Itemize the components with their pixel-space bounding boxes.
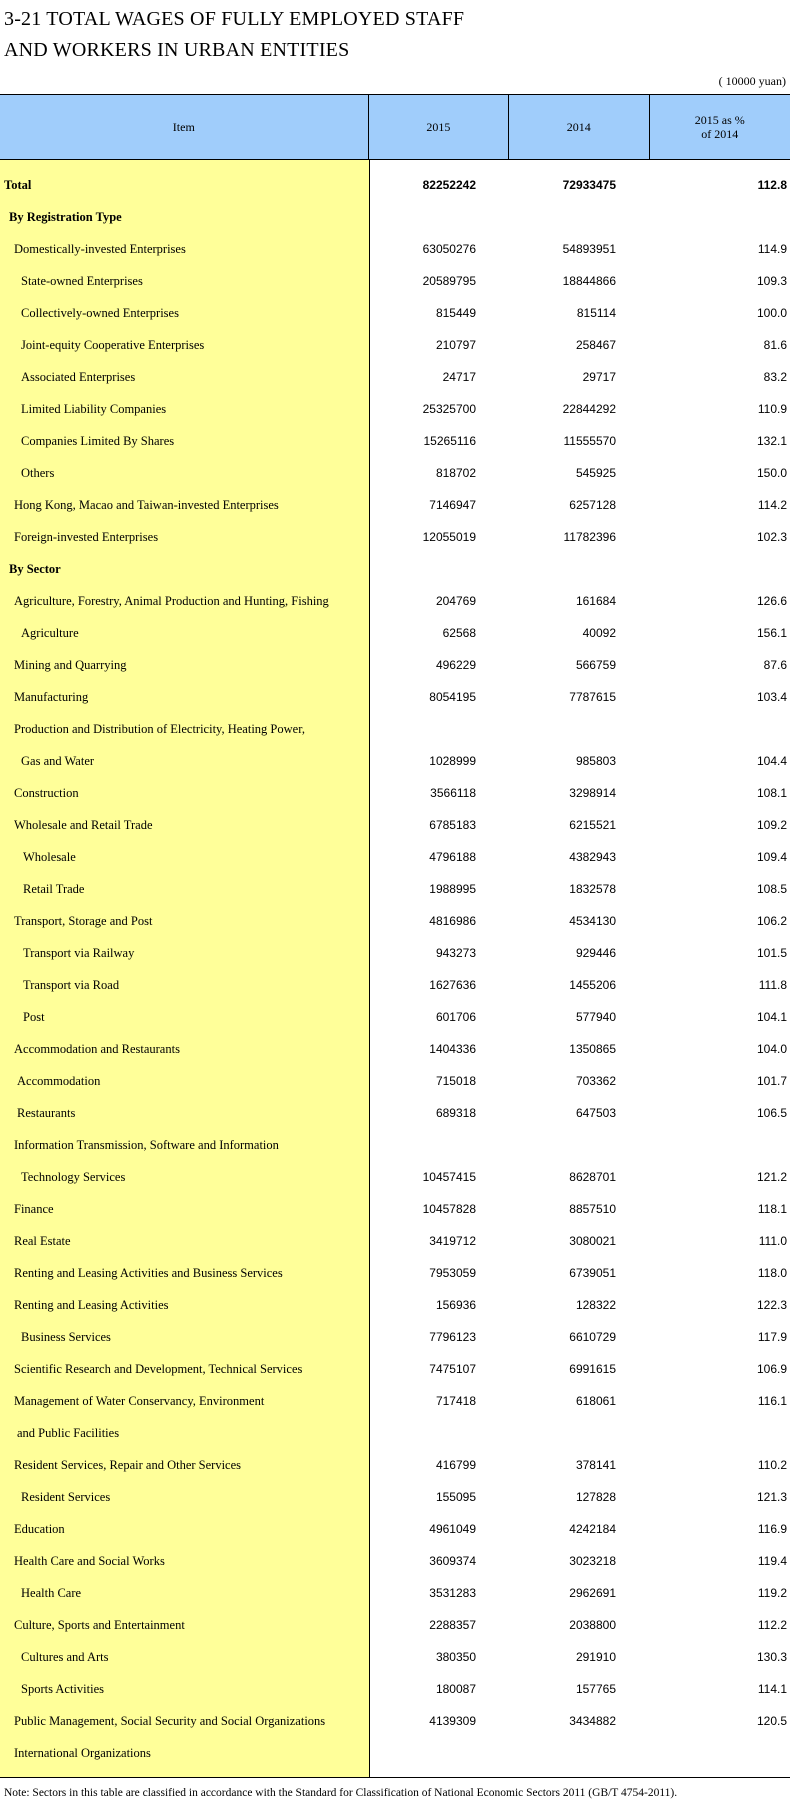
header-item: Item bbox=[172, 120, 195, 134]
value-ratio: 132.1 bbox=[756, 434, 787, 448]
value-2015: 6785183 bbox=[429, 818, 476, 832]
value-2015: 180087 bbox=[435, 1682, 476, 1696]
row-label: Health Care bbox=[21, 1585, 82, 1600]
header-2015: 2015 bbox=[368, 95, 508, 159]
table-row bbox=[0, 169, 790, 201]
table-row bbox=[0, 489, 790, 521]
header-ratio-line-2: of 2014 bbox=[701, 127, 739, 141]
value-2014: 8857510 bbox=[569, 1202, 616, 1216]
row-label: Limited Liability Companies bbox=[21, 401, 167, 416]
value-ratio: 104.1 bbox=[756, 1010, 787, 1024]
value-2014: 3298914 bbox=[569, 786, 616, 800]
value-2014: 11555570 bbox=[563, 434, 616, 448]
row-label: Education bbox=[14, 1521, 65, 1536]
row-label: Cultures and Arts bbox=[21, 1649, 109, 1664]
value-2015: 3566118 bbox=[430, 786, 476, 800]
value-ratio: 121.2 bbox=[756, 1170, 787, 1184]
table-row bbox=[0, 1417, 790, 1449]
table-rows bbox=[0, 160, 790, 1777]
table-header bbox=[0, 95, 790, 160]
table-row bbox=[0, 265, 790, 297]
table-row bbox=[0, 1321, 790, 1353]
row-label: Joint-equity Cooperative Enterprises bbox=[21, 337, 205, 352]
header-ratio bbox=[649, 95, 790, 159]
row-label: Gas and Water bbox=[21, 753, 95, 768]
value-2014: 72933475 bbox=[562, 178, 616, 192]
value-ratio: 117.9 bbox=[757, 1330, 787, 1344]
value-2014: 11782396 bbox=[563, 530, 616, 544]
value-2015: 4961049 bbox=[429, 1522, 476, 1536]
row-label: Renting and Leasing Activities bbox=[14, 1297, 169, 1312]
value-2015: 416799 bbox=[435, 1458, 476, 1472]
header-ratio-line-1: 2015 as % bbox=[694, 113, 745, 127]
value-2015: 380350 bbox=[435, 1650, 476, 1664]
value-ratio: 114.2 bbox=[757, 498, 787, 512]
value-ratio: 130.3 bbox=[756, 1650, 787, 1664]
value-ratio: 110.2 bbox=[757, 1458, 787, 1472]
table-row bbox=[0, 937, 790, 969]
value-ratio: 150.0 bbox=[756, 466, 787, 480]
row-label: Business Services bbox=[21, 1329, 111, 1344]
row-label: Companies Limited By Shares bbox=[21, 433, 175, 448]
row-label: International Organizations bbox=[14, 1745, 151, 1760]
value-2015: 3419712 bbox=[429, 1234, 476, 1248]
row-label: Others bbox=[21, 465, 55, 480]
value-2014: 4382943 bbox=[569, 850, 616, 864]
value-2015: 15265116 bbox=[423, 434, 476, 448]
row-label: Public Management, Social Security and Social Organizations bbox=[14, 1713, 326, 1728]
value-2015: 689318 bbox=[435, 1106, 476, 1120]
table-row bbox=[0, 1033, 790, 1065]
value-2015: 8054195 bbox=[429, 690, 476, 704]
value-ratio: 104.0 bbox=[756, 1042, 787, 1056]
value-ratio: 110.9 bbox=[757, 402, 787, 416]
table-row bbox=[0, 1449, 790, 1481]
value-2015: 1404336 bbox=[429, 1042, 476, 1056]
table-row bbox=[0, 553, 790, 585]
value-2014: 8628701 bbox=[569, 1170, 616, 1184]
value-ratio: 112.2 bbox=[757, 1618, 787, 1632]
value-ratio: 83.2 bbox=[763, 370, 787, 384]
row-label: Culture, Sports and Entertainment bbox=[14, 1617, 185, 1632]
row-label: Real Estate bbox=[14, 1233, 71, 1248]
value-ratio: 121.3 bbox=[756, 1490, 787, 1504]
value-2014: 647503 bbox=[575, 1106, 616, 1120]
unit-label: ( 10000 yuan) bbox=[718, 74, 786, 88]
row-label: Finance bbox=[14, 1201, 54, 1216]
value-ratio: 87.6 bbox=[763, 658, 787, 672]
row-label: Agriculture bbox=[21, 625, 79, 640]
row-label: and Public Facilities bbox=[17, 1425, 120, 1440]
value-2014: 929446 bbox=[575, 946, 616, 960]
value-2015: 20589795 bbox=[422, 274, 476, 288]
table-row bbox=[0, 233, 790, 265]
value-ratio: 100.0 bbox=[756, 306, 787, 320]
value-ratio: 114.9 bbox=[757, 242, 787, 256]
table-row bbox=[0, 297, 790, 329]
table-row bbox=[0, 969, 790, 1001]
value-2014: 22844292 bbox=[562, 402, 616, 416]
value-2014: 1832578 bbox=[569, 882, 616, 896]
value-ratio: 102.3 bbox=[756, 530, 787, 544]
value-2014: 1350865 bbox=[569, 1042, 616, 1056]
value-ratio: 122.3 bbox=[756, 1298, 787, 1312]
value-2015: 24717 bbox=[442, 370, 476, 384]
table-row bbox=[0, 809, 790, 841]
table-row bbox=[0, 585, 790, 617]
value-2015: 7475107 bbox=[429, 1362, 476, 1376]
table-row bbox=[0, 777, 790, 809]
table-row bbox=[0, 1225, 790, 1257]
value-2015: 717418 bbox=[435, 1394, 476, 1408]
value-2015: 496229 bbox=[435, 658, 476, 672]
row-label: Wholesale and Retail Trade bbox=[14, 817, 153, 832]
row-label: Transport, Storage and Post bbox=[14, 913, 153, 928]
row-label: Transport via Railway bbox=[23, 945, 135, 960]
value-2014: 703362 bbox=[575, 1074, 616, 1088]
table-row bbox=[0, 1353, 790, 1385]
table-row bbox=[0, 201, 790, 233]
value-2014: 3080021 bbox=[569, 1234, 616, 1248]
value-2014: 6610729 bbox=[569, 1330, 616, 1344]
value-2015: 25325700 bbox=[422, 402, 476, 416]
value-ratio: 156.1 bbox=[756, 626, 787, 640]
value-2015: 10457415 bbox=[422, 1170, 476, 1184]
table-row bbox=[0, 1577, 790, 1609]
value-2015: 1028999 bbox=[429, 754, 476, 768]
row-label: Health Care and Social Works bbox=[14, 1553, 165, 1568]
value-2014: 291910 bbox=[575, 1650, 616, 1664]
value-ratio: 108.1 bbox=[756, 786, 787, 800]
table-row bbox=[0, 617, 790, 649]
table-row bbox=[0, 329, 790, 361]
value-ratio: 111.0 bbox=[758, 1234, 787, 1248]
value-2015: 12055019 bbox=[422, 530, 476, 544]
value-2015: 82252242 bbox=[422, 178, 476, 192]
row-label: Total bbox=[4, 177, 32, 192]
value-2014: 18844866 bbox=[562, 274, 616, 288]
value-2015: 818702 bbox=[435, 466, 476, 480]
value-ratio: 101.7 bbox=[756, 1074, 787, 1088]
row-label: By Sector bbox=[9, 561, 61, 576]
row-label: Production and Distribution of Electricity, Heating Power, bbox=[14, 721, 305, 736]
row-label: Management of Water Conservancy, Environment bbox=[14, 1393, 265, 1408]
value-2015: 7953059 bbox=[429, 1266, 476, 1280]
value-2014: 618061 bbox=[575, 1394, 616, 1408]
table-row bbox=[0, 1161, 790, 1193]
value-2015: 2288357 bbox=[429, 1618, 476, 1632]
table-row bbox=[0, 1193, 790, 1225]
table-row bbox=[0, 745, 790, 777]
value-ratio: 118.1 bbox=[757, 1202, 787, 1216]
value-ratio: 119.2 bbox=[757, 1586, 787, 1600]
value-2015: 601706 bbox=[435, 1010, 476, 1024]
value-2014: 577940 bbox=[575, 1010, 616, 1024]
table-row bbox=[0, 1737, 790, 1769]
value-ratio: 126.6 bbox=[756, 594, 787, 608]
row-label: Scientific Research and Development, Technical Services bbox=[14, 1361, 303, 1376]
row-label: Hong Kong, Macao and Taiwan-invested Enterprises bbox=[14, 497, 279, 512]
row-label: Associated Enterprises bbox=[21, 369, 136, 384]
table-row bbox=[0, 681, 790, 713]
table-row bbox=[0, 1129, 790, 1161]
value-ratio: 114.1 bbox=[757, 1682, 787, 1696]
value-2015: 1988995 bbox=[429, 882, 476, 896]
value-2014: 157765 bbox=[575, 1682, 616, 1696]
row-label: Transport via Road bbox=[23, 977, 120, 992]
row-label: Resident Services bbox=[21, 1489, 111, 1504]
value-ratio: 106.5 bbox=[756, 1106, 787, 1120]
value-2015: 815449 bbox=[435, 306, 476, 320]
row-label: Information Transmission, Software and Information bbox=[14, 1137, 279, 1152]
value-2014: 161684 bbox=[575, 594, 616, 608]
wages-table bbox=[0, 94, 790, 1778]
value-2014: 545925 bbox=[575, 466, 616, 480]
value-ratio: 108.5 bbox=[756, 882, 787, 896]
table-title bbox=[4, 4, 464, 66]
value-2015: 1627636 bbox=[429, 978, 476, 992]
value-ratio: 103.4 bbox=[756, 690, 787, 704]
row-label: Technology Services bbox=[21, 1169, 126, 1184]
row-label: Collectively-owned Enterprises bbox=[21, 305, 179, 320]
value-2015: 7146947 bbox=[429, 498, 476, 512]
table-row bbox=[0, 1705, 790, 1737]
value-2015: 62568 bbox=[442, 626, 476, 640]
value-2015: 715018 bbox=[435, 1074, 476, 1088]
value-ratio: 109.3 bbox=[756, 274, 787, 288]
row-label: Retail Trade bbox=[23, 881, 85, 896]
value-2015: 4816986 bbox=[429, 914, 476, 928]
table-row bbox=[0, 649, 790, 681]
row-label: State-owned Enterprises bbox=[21, 273, 143, 288]
value-2015: 63050276 bbox=[422, 242, 476, 256]
table-row bbox=[0, 1545, 790, 1577]
table-row bbox=[0, 873, 790, 905]
table-row bbox=[0, 713, 790, 745]
table-row bbox=[0, 1001, 790, 1033]
header-2014: 2014 bbox=[508, 95, 648, 159]
value-2014: 128322 bbox=[575, 1298, 616, 1312]
table-row bbox=[0, 1257, 790, 1289]
table-row bbox=[0, 1097, 790, 1129]
value-2014: 127828 bbox=[575, 1490, 616, 1504]
value-2015: 204769 bbox=[435, 594, 476, 608]
value-2015: 4139309 bbox=[429, 1714, 476, 1728]
value-ratio: 81.6 bbox=[763, 338, 787, 352]
value-2015: 210797 bbox=[435, 338, 476, 352]
value-2015: 10457828 bbox=[422, 1202, 476, 1216]
value-2014: 54893951 bbox=[562, 242, 616, 256]
table-row bbox=[0, 905, 790, 937]
table-row bbox=[0, 1609, 790, 1641]
value-2015: 155095 bbox=[435, 1490, 476, 1504]
row-label: Renting and Leasing Activities and Business Services bbox=[14, 1265, 283, 1280]
value-ratio: 111.8 bbox=[758, 978, 787, 992]
value-2015: 3531283 bbox=[429, 1586, 476, 1600]
value-2014: 258467 bbox=[575, 338, 616, 352]
value-ratio: 112.8 bbox=[757, 178, 787, 192]
value-ratio: 119.4 bbox=[757, 1554, 787, 1568]
table-row bbox=[0, 1673, 790, 1705]
value-2014: 3434882 bbox=[569, 1714, 616, 1728]
value-ratio: 116.9 bbox=[757, 1522, 787, 1536]
value-2015: 4796188 bbox=[429, 850, 476, 864]
row-label: Accommodation bbox=[17, 1073, 101, 1088]
table-row bbox=[0, 1481, 790, 1513]
value-ratio: 106.2 bbox=[756, 914, 787, 928]
table-row bbox=[0, 521, 790, 553]
row-label: By Registration Type bbox=[9, 209, 122, 224]
table-row bbox=[0, 1385, 790, 1417]
table-row bbox=[0, 1065, 790, 1097]
table-row bbox=[0, 361, 790, 393]
table-body bbox=[0, 160, 790, 1777]
value-2015: 3609374 bbox=[429, 1554, 476, 1568]
table-row bbox=[0, 1289, 790, 1321]
value-2014: 2962691 bbox=[569, 1586, 616, 1600]
value-2014: 815114 bbox=[576, 306, 616, 320]
row-label: Foreign-invested Enterprises bbox=[14, 529, 159, 544]
value-2014: 6215521 bbox=[569, 818, 616, 832]
row-label: Post bbox=[23, 1009, 45, 1024]
value-2014: 4242184 bbox=[569, 1522, 616, 1536]
value-2014: 566759 bbox=[575, 658, 616, 672]
value-2014: 6991615 bbox=[569, 1362, 616, 1376]
table-row bbox=[0, 1641, 790, 1673]
row-label: Agriculture, Forestry, Animal Production and Hunting, Fishing bbox=[14, 593, 329, 608]
value-ratio: 116.1 bbox=[757, 1394, 787, 1408]
value-2014: 6739051 bbox=[569, 1266, 616, 1280]
value-2015: 156936 bbox=[435, 1298, 476, 1312]
value-2014: 4534130 bbox=[569, 914, 616, 928]
value-2014: 3023218 bbox=[569, 1554, 616, 1568]
row-label: Accommodation and Restaurants bbox=[14, 1041, 180, 1056]
row-label: Construction bbox=[14, 785, 79, 800]
table-row bbox=[0, 457, 790, 489]
value-2014: 7787615 bbox=[569, 690, 616, 704]
table-row bbox=[0, 425, 790, 457]
row-label: Resident Services, Repair and Other Services bbox=[14, 1457, 242, 1472]
table-row bbox=[0, 393, 790, 425]
value-2014: 40092 bbox=[582, 626, 616, 640]
title-line-1: 3-21 TOTAL WAGES OF FULLY EMPLOYED STAFF bbox=[4, 8, 465, 30]
row-label: Domestically-invested Enterprises bbox=[14, 241, 186, 256]
value-2015: 7796123 bbox=[429, 1330, 476, 1344]
value-ratio: 101.5 bbox=[756, 946, 787, 960]
value-2014: 1455206 bbox=[569, 978, 616, 992]
value-ratio: 104.4 bbox=[756, 754, 787, 768]
table-row bbox=[0, 1513, 790, 1545]
value-ratio: 118.0 bbox=[757, 1266, 787, 1280]
row-label: Manufacturing bbox=[14, 689, 89, 704]
value-2014: 985803 bbox=[575, 754, 616, 768]
value-2014: 29717 bbox=[582, 370, 616, 384]
value-2014: 6257128 bbox=[569, 498, 616, 512]
title-line-2: AND WORKERS IN URBAN ENTITIES bbox=[4, 39, 350, 61]
value-ratio: 120.5 bbox=[756, 1714, 787, 1728]
row-label: Restaurants bbox=[17, 1105, 76, 1120]
value-ratio: 106.9 bbox=[756, 1362, 787, 1376]
table-row bbox=[0, 841, 790, 873]
row-label: Mining and Quarrying bbox=[14, 657, 127, 672]
value-2014: 378141 bbox=[575, 1458, 616, 1472]
value-2015: 943273 bbox=[435, 946, 476, 960]
value-2014: 2038800 bbox=[569, 1618, 616, 1632]
footnote: Note: Sectors in this table are classified in accordance with the Standard for Classification of National Economic Sectors 2011 (GB/T 4754-2011). bbox=[4, 1787, 678, 1799]
row-label: Wholesale bbox=[23, 849, 76, 864]
row-label: Sports Activities bbox=[21, 1681, 104, 1696]
value-ratio: 109.2 bbox=[756, 818, 787, 832]
value-ratio: 109.4 bbox=[756, 850, 787, 864]
